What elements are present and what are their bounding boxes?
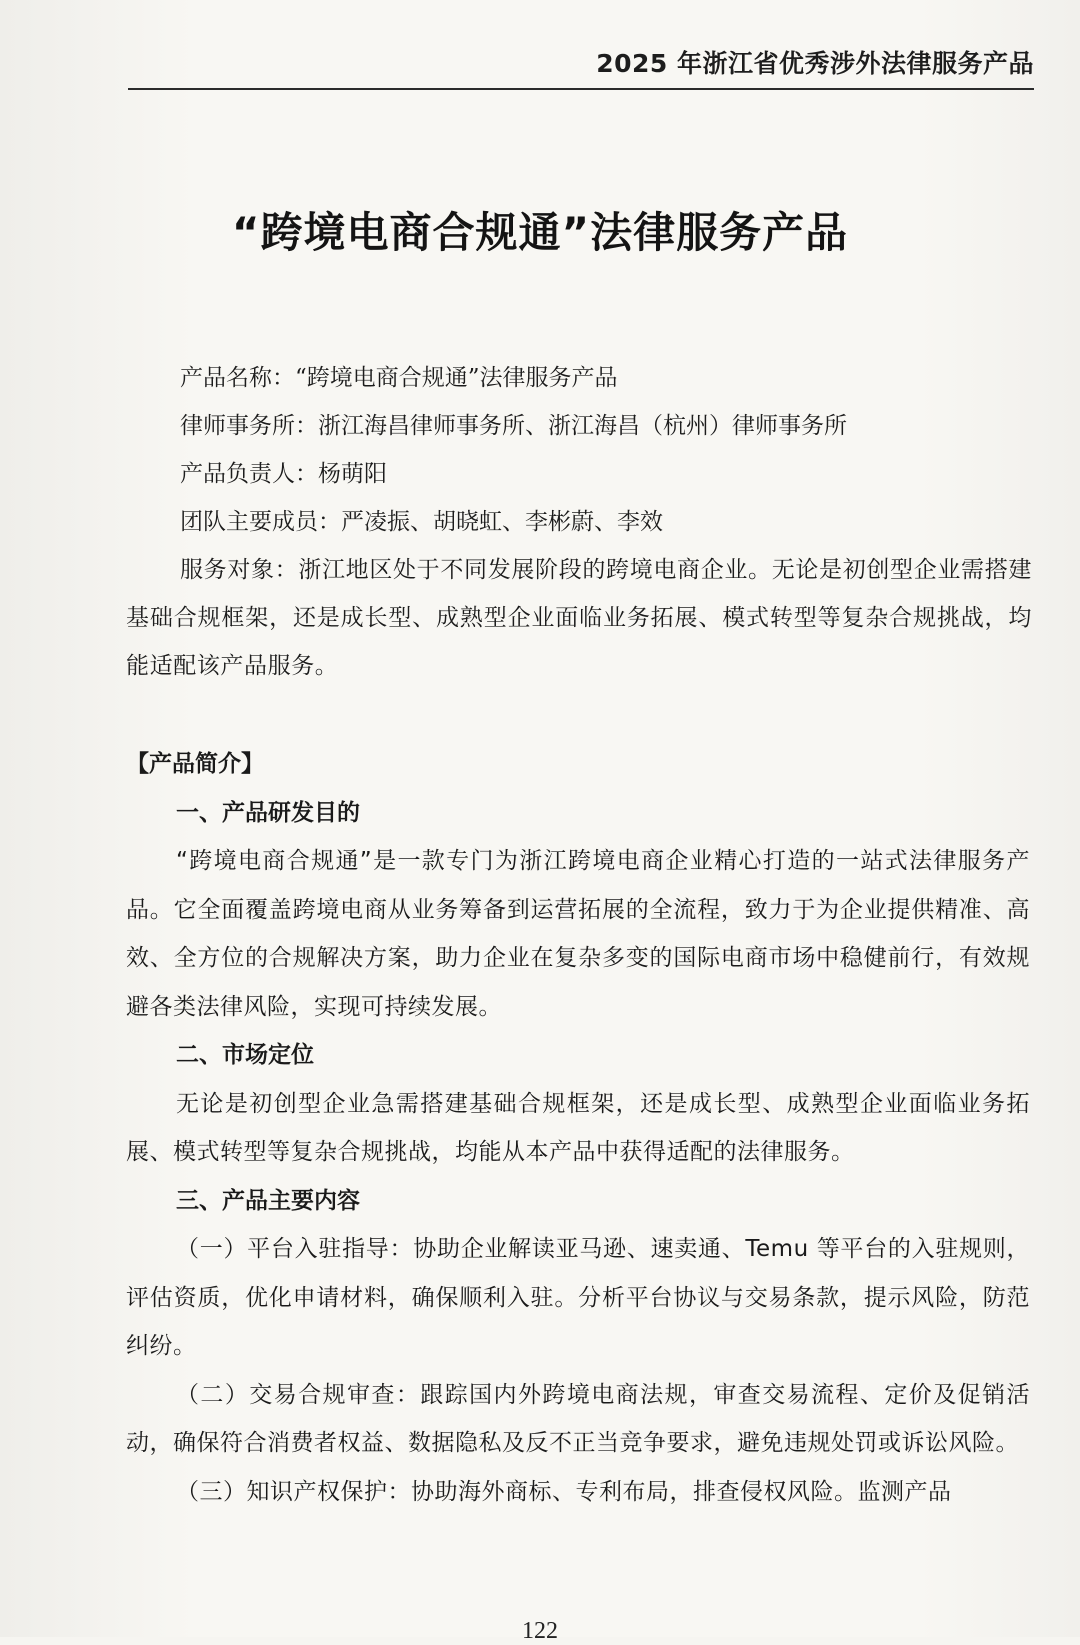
product-intro-section bbox=[126, 740, 1030, 1516]
owner-line: 产品负责人：杨萌阳 bbox=[180, 461, 387, 487]
section-title: 【产品简介】 bbox=[126, 751, 264, 777]
content-item-3: （三）知识产权保护：协助海外商标、专利布局，排查侵权风险。监测产品 bbox=[176, 1478, 952, 1505]
purpose-heading: 一、产品研发目的 bbox=[176, 799, 360, 826]
market-heading: 二、市场定位 bbox=[176, 1042, 314, 1068]
content-item-1: （一）平台入驻指导：协助企业解读亚马逊、速卖通、Temu 等平台的入驻规则，评估资质，优化申请材料，确保顺利入驻。分析平台协议与交易条款，提示风险，防范纠纷。 bbox=[126, 1236, 1030, 1359]
content-item-2: （二）交易合规审查：跟踪国内外跨境电商法规，审查交易流程、定价及促销活动，确保符合消费者权益、数据隐私及反不正当竞争要求，避免违规处罚或诉讼风险。 bbox=[126, 1381, 1030, 1456]
running-header: 2025 年浙江省优秀涉外法律服务产品 bbox=[596, 49, 1034, 78]
team-line: 团队主要成员：严凌振、胡晓虹、李彬蔚、李效 bbox=[180, 509, 663, 535]
document-title: “跨境电商合规通”法律服务产品 bbox=[231, 208, 849, 257]
market-paragraph: 无论是初创型企业急需搭建基础合规框架，还是成长型、成熟型企业面临业务拓展、模式转型等复杂合规挑战，均能从本产品中获得适配的法律服务。 bbox=[126, 1090, 1030, 1165]
header-rule bbox=[128, 88, 1034, 90]
page-number: 122 bbox=[522, 1618, 558, 1644]
product-info-block bbox=[126, 354, 1032, 690]
service-target-paragraph: 服务对象：浙江地区处于不同发展阶段的跨境电商企业。无论是初创型企业需搭建基础合规框架，还是成长型、成熟型企业面临业务拓展、模式转型等复杂合规挑战，均能适配该产品服务。 bbox=[126, 557, 1032, 679]
product-name-line: 产品名称：“跨境电商合规通”法律服务产品 bbox=[180, 365, 618, 391]
purpose-paragraph: “跨境电商合规通”是一款专门为浙江跨境电商企业精心打造的一站式法律服务产品。它全面覆盖跨境电商从业务筹备到运营拓展的全流程，致力于为企业提供精准、高效、全方位的合规解决方案，助力企业在复杂多变的国际电商市场中稳健前行，有效规避各类法律风险，实现可持续发展。 bbox=[126, 848, 1030, 1020]
content-heading: 三、产品主要内容 bbox=[176, 1187, 360, 1214]
law-firm-line: 律师事务所：浙江海昌律师事务所、浙江海昌（杭州）律师事务所 bbox=[180, 413, 847, 439]
